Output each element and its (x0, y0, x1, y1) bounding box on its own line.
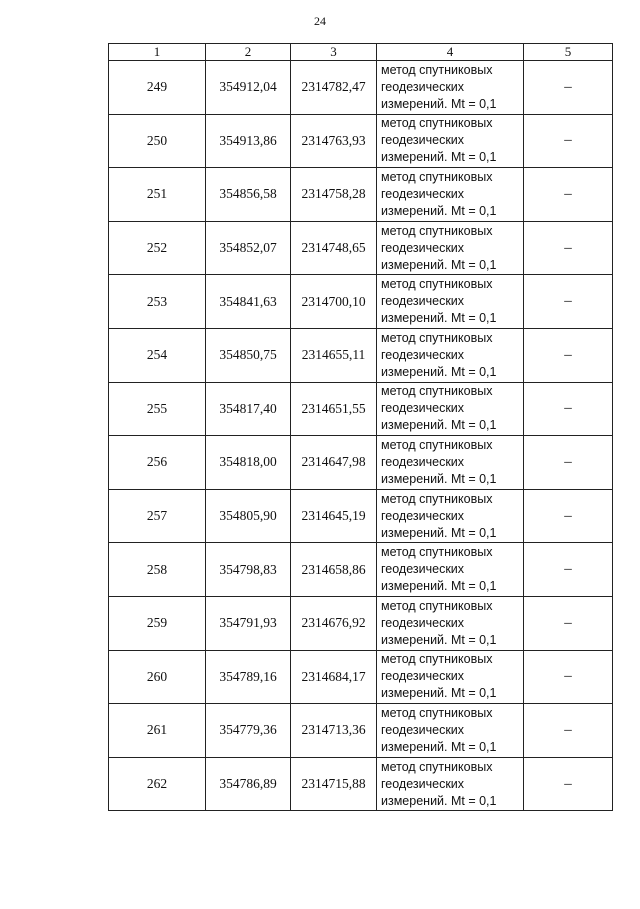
method-line: измерений. Mt = 0,1 (381, 632, 497, 647)
y-coordinate-cell: 2314763,93 (291, 114, 377, 168)
note-cell: – (524, 757, 613, 811)
y-coordinate-cell: 2314758,28 (291, 168, 377, 222)
x-coordinate-cell: 354856,58 (206, 168, 291, 222)
note-cell: – (524, 489, 613, 543)
method-line: геодезических (381, 669, 465, 684)
method-line: измерений. Mt = 0,1 (381, 739, 497, 754)
x-coordinate-cell: 354786,89 (206, 757, 291, 811)
x-coordinate-cell: 354850,75 (206, 328, 291, 382)
note-cell: – (524, 61, 613, 115)
method-line: геодезических (381, 401, 465, 416)
note-cell: – (524, 704, 613, 758)
note-cell: – (524, 168, 613, 222)
method-line: измерений. Mt = 0,1 (381, 579, 497, 594)
point-number-cell: 257 (109, 489, 206, 543)
x-coordinate-cell: 354791,93 (206, 596, 291, 650)
method-line: геодезических (381, 508, 465, 523)
y-coordinate-cell: 2314782,47 (291, 61, 377, 115)
point-number-cell: 262 (109, 757, 206, 811)
column-header: 1 (109, 44, 206, 61)
method-line: метод спутниковых (381, 330, 493, 345)
note-cell: – (524, 382, 613, 436)
page-number: 24 (314, 14, 326, 28)
x-coordinate-cell: 354789,16 (206, 650, 291, 704)
table-row (109, 275, 613, 329)
method-line: геодезических (381, 133, 465, 148)
method-cell (377, 382, 524, 436)
table-row (109, 704, 613, 758)
table-row (109, 436, 613, 490)
y-coordinate-cell: 2314645,19 (291, 489, 377, 543)
x-coordinate-cell: 354779,36 (206, 704, 291, 758)
method-line: геодезических (381, 722, 465, 737)
y-coordinate-cell: 2314715,88 (291, 757, 377, 811)
point-number-cell: 256 (109, 436, 206, 490)
point-number-cell: 253 (109, 275, 206, 329)
table-row (109, 328, 613, 382)
method-cell (377, 489, 524, 543)
y-coordinate-cell: 2314647,98 (291, 436, 377, 490)
method-line: измерений. Mt = 0,1 (381, 257, 497, 272)
method-line: метод спутниковых (381, 437, 493, 452)
method-cell (377, 275, 524, 329)
method-line: измерений. Mt = 0,1 (381, 96, 497, 111)
method-line: метод спутниковых (381, 277, 493, 292)
table-row (109, 757, 613, 811)
method-line: метод спутниковых (381, 545, 493, 560)
method-line: метод спутниковых (381, 384, 493, 399)
method-line: измерений. Mt = 0,1 (381, 418, 497, 433)
method-line: геодезических (381, 79, 465, 94)
note-cell: – (524, 221, 613, 275)
point-number-cell: 258 (109, 543, 206, 597)
y-coordinate-cell: 2314658,86 (291, 543, 377, 597)
method-cell (377, 61, 524, 115)
method-cell (377, 114, 524, 168)
method-line: геодезических (381, 347, 465, 362)
table-row (109, 114, 613, 168)
method-cell (377, 168, 524, 222)
y-coordinate-cell: 2314713,36 (291, 704, 377, 758)
y-coordinate-cell: 2314676,92 (291, 596, 377, 650)
method-cell (377, 757, 524, 811)
x-coordinate-cell: 354852,07 (206, 221, 291, 275)
method-line: метод спутниковых (381, 491, 493, 506)
table-row (109, 489, 613, 543)
column-header: 5 (524, 44, 613, 61)
note-cell: – (524, 328, 613, 382)
method-line: метод спутниковых (381, 598, 493, 613)
method-line: геодезических (381, 615, 465, 630)
method-cell (377, 704, 524, 758)
table-row (109, 382, 613, 436)
method-cell (377, 543, 524, 597)
table-row (109, 543, 613, 597)
method-line: измерений. Mt = 0,1 (381, 311, 497, 326)
method-line: геодезических (381, 562, 465, 577)
note-cell: – (524, 436, 613, 490)
table-row (109, 650, 613, 704)
method-line: геодезических (381, 454, 465, 469)
column-header: 2 (206, 44, 291, 61)
note-cell: – (524, 596, 613, 650)
point-number-cell: 249 (109, 61, 206, 115)
column-header: 4 (377, 44, 524, 61)
y-coordinate-cell: 2314655,11 (291, 328, 377, 382)
method-cell (377, 596, 524, 650)
table-row (109, 168, 613, 222)
method-line: измерений. Mt = 0,1 (381, 471, 497, 486)
method-line: измерений. Mt = 0,1 (381, 525, 497, 540)
table-header-row (109, 44, 613, 61)
method-cell (377, 650, 524, 704)
x-coordinate-cell: 354805,90 (206, 489, 291, 543)
coordinates-table (108, 43, 613, 811)
table-row (109, 596, 613, 650)
method-line: измерений. Mt = 0,1 (381, 150, 497, 165)
x-coordinate-cell: 354841,63 (206, 275, 291, 329)
method-line: геодезических (381, 186, 465, 201)
point-number-cell: 251 (109, 168, 206, 222)
x-coordinate-cell: 354817,40 (206, 382, 291, 436)
method-cell (377, 328, 524, 382)
method-line: геодезических (381, 776, 465, 791)
method-cell (377, 436, 524, 490)
x-coordinate-cell: 354798,83 (206, 543, 291, 597)
y-coordinate-cell: 2314748,65 (291, 221, 377, 275)
method-line: метод спутниковых (381, 652, 493, 667)
x-coordinate-cell: 354818,00 (206, 436, 291, 490)
note-cell: – (524, 650, 613, 704)
method-line: измерений. Mt = 0,1 (381, 686, 497, 701)
note-cell: – (524, 275, 613, 329)
method-line: измерений. Mt = 0,1 (381, 793, 497, 808)
x-coordinate-cell: 354912,04 (206, 61, 291, 115)
method-line: метод спутниковых (381, 759, 493, 774)
method-line: метод спутниковых (381, 62, 493, 77)
method-line: измерений. Mt = 0,1 (381, 364, 497, 379)
point-number-cell: 259 (109, 596, 206, 650)
method-line: метод спутниковых (381, 223, 493, 238)
point-number-cell: 254 (109, 328, 206, 382)
method-line: геодезических (381, 240, 465, 255)
x-coordinate-cell: 354913,86 (206, 114, 291, 168)
method-line: метод спутниковых (381, 116, 493, 131)
point-number-cell: 260 (109, 650, 206, 704)
method-line: метод спутниковых (381, 705, 493, 720)
y-coordinate-cell: 2314651,55 (291, 382, 377, 436)
method-line: геодезических (381, 294, 465, 309)
method-line: метод спутниковых (381, 169, 493, 184)
method-line: измерений. Mt = 0,1 (381, 203, 497, 218)
table-row (109, 221, 613, 275)
column-header: 3 (291, 44, 377, 61)
point-number-cell: 252 (109, 221, 206, 275)
y-coordinate-cell: 2314684,17 (291, 650, 377, 704)
y-coordinate-cell: 2314700,10 (291, 275, 377, 329)
point-number-cell: 255 (109, 382, 206, 436)
note-cell: – (524, 543, 613, 597)
note-cell: – (524, 114, 613, 168)
table-row (109, 61, 613, 115)
point-number-cell: 250 (109, 114, 206, 168)
method-cell (377, 221, 524, 275)
point-number-cell: 261 (109, 704, 206, 758)
